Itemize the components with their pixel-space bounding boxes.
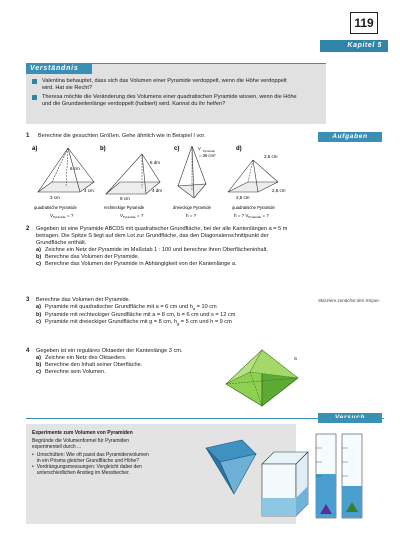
bullet-icon: • (32, 452, 34, 458)
verstaendnis-list (32, 78, 320, 108)
versuch-item (32, 452, 152, 464)
svg-text:h = ? VPyramide = ? (234, 213, 269, 219)
dim-label: 4 dm (152, 188, 163, 193)
subtask-letter: a) (36, 247, 41, 253)
figure-letter: c) (174, 146, 180, 152)
square-bullet-icon (32, 79, 37, 84)
dim-sub: Pyramide (203, 149, 215, 153)
figure-letter: b) (100, 146, 106, 152)
subtask-text: Berechne sein Volumen. (45, 369, 106, 375)
versuch-item-text: Verdrängungsmessungen: Vergleicht dabei den unterschiedlichen Anstieg im Messbecher. (36, 464, 142, 476)
dim-label: 6 cm (70, 166, 80, 171)
figure-ask: V (50, 213, 54, 218)
task-number: 1 (26, 133, 30, 139)
task-4 (26, 348, 226, 376)
subtask-text: Pyramide mit dreieckiger Grundfläche mit g = 8 cm, h (45, 319, 177, 326)
subtask-letter: a) (36, 304, 41, 310)
figure-ask-tail: = ? (261, 213, 269, 218)
subtask-letter: c) (36, 261, 41, 267)
verstaendnis-header (26, 63, 326, 74)
subtask-list (36, 304, 298, 327)
experiment-illustration (200, 428, 384, 524)
task-text: Gegeben ist eine Pyramide ABCDS mit quadratischer Grundfläche, bei der alle Kantenlängen a = 5 m betragen. Die Spitze S liegt auf dem Lot zur Grundfläche, das den Diagonalenschnittpunkt der Grundfläche enthält. (36, 226, 288, 246)
square-bullet-icon (32, 95, 37, 100)
figure-ask-tail: = ? (135, 213, 144, 218)
aufgaben-tag: Aufgaben (318, 132, 382, 142)
figure-a (32, 146, 94, 200)
chapter-tag: Kapitel 5 (320, 40, 388, 52)
figure-caption: rechteckige Pyramide (104, 205, 145, 210)
figure-ask-sub: Pyramide (248, 215, 262, 219)
task-number: 4 (26, 348, 30, 354)
figure-ask: h = ? V (234, 213, 249, 218)
subtask-list (36, 247, 298, 268)
subtask-sub: g (176, 321, 180, 327)
dim-label: 6 dm (150, 160, 161, 165)
subtask-text: Zeichne ein Netz des Oktaeders. (45, 355, 127, 361)
versuch-rule (26, 418, 384, 419)
svg-text:VPyramide = ? (50, 213, 74, 219)
page-number: 119 (350, 12, 378, 34)
figure-ask-sub: Pyramide (53, 215, 66, 219)
dim-label: 3 cm (50, 195, 60, 200)
subtask-text-end: = 10 cm (195, 304, 217, 310)
task-text: Berechne die gesuchten Größen. Gehe ähnlich wie in Beispiel I vor. (37, 133, 206, 139)
verstaendnis-item (32, 78, 320, 92)
verstaendnis-text: Theresa möchte die Veränderung des Volumens einer quadratischen Pyramide wissen, wenn die Höhe und die Grundseitenlänge verdoppelt (halbiert) wird. Kannst du ihr helfen? (42, 94, 297, 107)
verstaendnis-text: Valentina behauptet, dass sich das Volumen einer Pyramide verdoppelt, wenn die Höhe verdoppelt wird. Hat sie Recht? (42, 78, 287, 91)
verstaendnis-item (32, 94, 320, 108)
figure-letter: a) (32, 146, 38, 152)
figure-ask-tail: = ? (65, 213, 74, 218)
task-number: 3 (26, 297, 30, 303)
subtask-text: Berechne das Volumen der Pyramide. (45, 254, 140, 260)
versuch-item-text: Umschütten: Wie oft passt das Pyramidenvolumen in ein Prisma gleicher Grundfläche und Höhe? (36, 452, 149, 464)
task-number: 2 (26, 226, 30, 232)
figure-caption: quadratische Pyramide (232, 205, 275, 210)
versuch-intro: Begründe die Volumenformel für Pyramiden experimentell durch ... (32, 438, 129, 450)
edge-label: a (294, 356, 297, 362)
subtask-sub: a (192, 306, 196, 312)
task-text: Berechne das Volumen der Pyramide. (36, 297, 131, 303)
dim-label: = 36 cm³ (199, 153, 216, 158)
figure-c (174, 146, 216, 198)
figure-ask: V (120, 213, 124, 218)
pyramid-figures (28, 142, 292, 222)
subtask-text: Berechne das Volumen der Pyramide in Abhängigkeit von der Kantenlänge a. (45, 261, 237, 267)
subtask-letter: c) (36, 369, 41, 375)
subtask-letter: b) (36, 362, 42, 368)
dim-label: 2,5 cm (272, 188, 286, 193)
side-note: Skizziere zunächst den Körper. (318, 298, 381, 303)
subtask-text: Zeichne ein Netz der Pyramide im Maßstab 1 : 100 und berechne ihren Oberflächeninhalt. (45, 247, 268, 253)
figure-caption: quadratische Pyramide (34, 205, 77, 210)
dim-label: 2,5 cm (264, 154, 278, 159)
svg-text:VPyramide = ? (120, 213, 144, 219)
versuch-text (32, 430, 152, 476)
task-2 (26, 226, 298, 268)
subtask-text: Pyramide mit quadratischer Grundfläche mit a = 6 cm und h (45, 304, 193, 310)
figure-ask: h = ? (186, 213, 197, 218)
task-3 (26, 297, 298, 327)
subtask-letter: a) (36, 355, 41, 361)
versuch-item (32, 464, 152, 476)
figure-d (228, 146, 286, 200)
subtask-letter: b) (36, 312, 42, 319)
figure-caption: dreieckige Pyramide (173, 205, 211, 210)
subtask-text: Berechne den Inhalt seiner Oberfläche. (45, 362, 143, 368)
dim-label: V (198, 146, 201, 151)
dim-label: 2,5 cm (236, 195, 250, 200)
subtask-letter: b) (36, 254, 42, 260)
verstaendnis-heading: Verständnis (26, 64, 92, 74)
versuch-title: Experimente zum Volumen von Pyramiden (32, 430, 133, 436)
task-1 (26, 133, 316, 140)
figure-b (100, 146, 162, 201)
subtask-list (36, 355, 226, 376)
subtask-letter: c) (36, 319, 41, 326)
dim-label: 9 cm (120, 196, 130, 201)
bullet-icon: • (32, 464, 34, 470)
figure-ask-sub: Pyramide (123, 215, 136, 219)
subtask-text: Pyramide mit rechteckiger Grundfläche mit a = 8 cm, b = 6 cm und s = 12 cm (45, 312, 236, 319)
dim-label: 4 cm (84, 188, 94, 193)
figure-letter: d) (236, 146, 242, 152)
octahedron-figure (222, 348, 302, 410)
subtask-text-end: = 5 cm und h = 9 cm (179, 319, 232, 326)
task-text: Gegeben ist ein reguläres Oktaeder der Kantenlänge 3 cm. (36, 348, 183, 354)
